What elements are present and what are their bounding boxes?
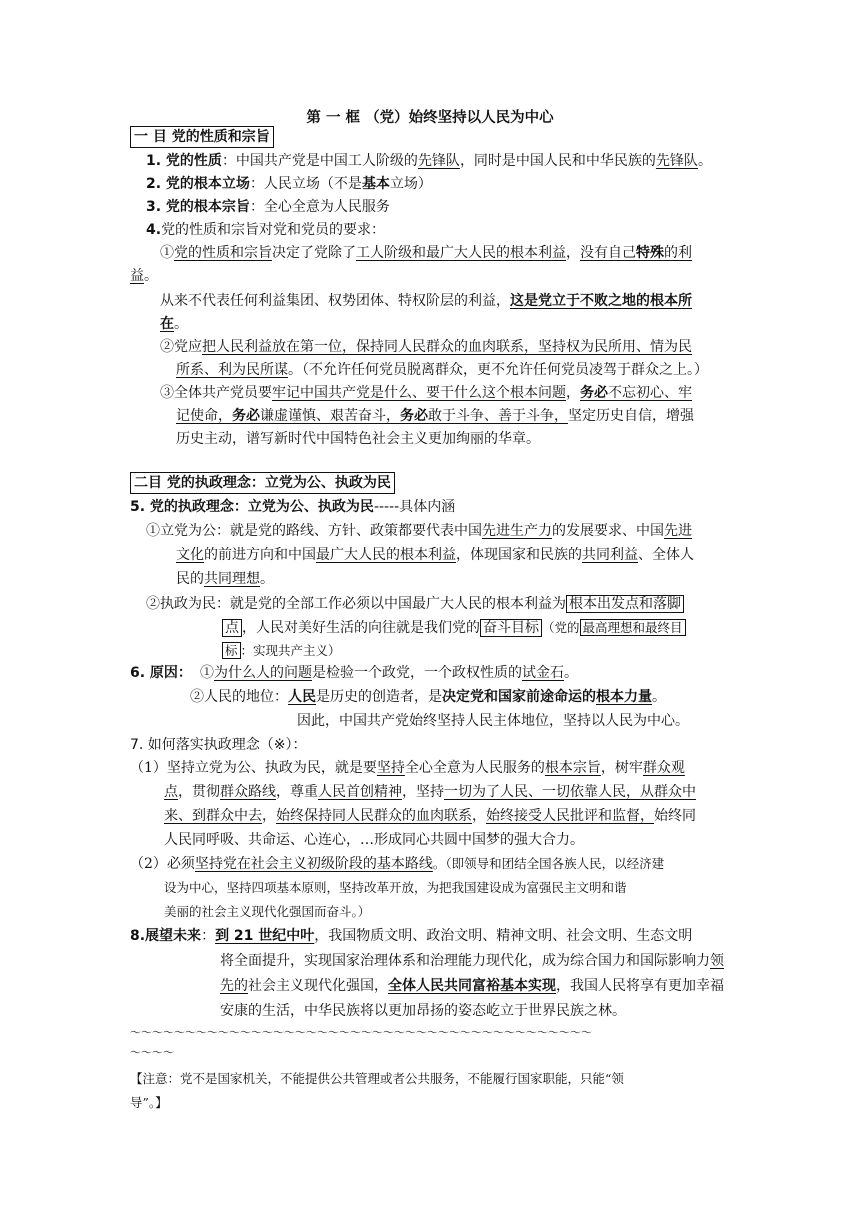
text: 根本力量 — [596, 689, 652, 705]
text: ： — [201, 928, 216, 944]
text: ，我国物质文明、政治文明、精神文明、社会文明、生态文明 — [314, 928, 693, 944]
text: 立场） — [389, 176, 432, 192]
point-4-label: 4. — [146, 222, 162, 238]
text: 始终接受人民批评和监督， — [486, 808, 654, 824]
point-8-label: 8.展望未来 — [130, 928, 202, 944]
text: 益 — [130, 268, 144, 284]
text: ，人民对美好生活的向往就是我们党的 — [242, 620, 480, 636]
implement-2 — [130, 853, 664, 875]
text: 。 — [564, 665, 578, 681]
text: 社会主义现代化强国， — [248, 978, 388, 994]
text: ：人民立场（不是 — [249, 176, 362, 192]
text: 。（不允许任何党员脱离群众，更不允许任何党员凌驾于群众之上。） — [288, 362, 708, 378]
point-4 — [146, 219, 385, 241]
point-3-label: 3. 党的根本宗旨 — [146, 199, 250, 215]
point-7 — [130, 734, 307, 756]
text: 特殊 — [636, 245, 664, 261]
implement-2-cont-1: 设为中心，坚持四项基本原则，坚持改革开放，为把我国建设成为富强民主文明和谐 — [164, 880, 627, 895]
concept-b — [146, 593, 684, 615]
text: 根本宗旨 — [544, 760, 601, 776]
text: 坚持 — [376, 760, 405, 776]
text: 到 21 世纪中叶 — [215, 928, 315, 944]
text: 没有自己 — [580, 245, 636, 261]
text: 从来不代表任何利益集团、权势团体、特权阶层的利益， — [160, 293, 510, 309]
text: （2）必须 — [130, 856, 195, 872]
text: 先的 — [220, 978, 248, 994]
point-6-label: 6. 原因： — [130, 665, 192, 681]
text: 、全体人 — [638, 547, 694, 563]
text: ：中国共产党是中国工人阶级的 — [221, 153, 418, 169]
text: ：全心全意为人民服务 — [249, 199, 390, 215]
section-heading-1: 一 目 党的性质和宗旨 — [130, 126, 274, 148]
text: 。 — [697, 153, 712, 169]
concept-a — [146, 520, 692, 542]
text: 务必 — [232, 408, 260, 424]
text: 先锋队 — [417, 153, 460, 169]
text: 。 — [260, 571, 274, 587]
text: ① — [160, 245, 174, 261]
text: 试金石 — [522, 665, 564, 681]
text: 。（即领导和团结全国各族人民，以经济建 — [432, 856, 665, 871]
text: 在 — [160, 316, 174, 332]
text: 最广大人民的根本利益 — [316, 547, 456, 563]
text: 文化 — [176, 547, 204, 563]
text: 把人民利益放在第一位，保持同人民群众的血肉联系，坚持权为民所用、情为民 — [202, 339, 692, 355]
text: 党的性质和宗旨对党和党员的要求： — [161, 222, 386, 238]
text: 将全面提升，实现国家治理体系和治理能力现代化，成为综合国力和国际影响力 — [220, 953, 710, 969]
text: 共同利益 — [582, 547, 638, 563]
page-title: 第 一 框 （党）始终坚持以人民为中心 — [306, 110, 554, 126]
note-line-2: 导”。】 — [130, 1095, 168, 1110]
text: 坚定历史自信，增强 — [568, 408, 694, 424]
requirement-2 — [160, 336, 692, 358]
concept-a-cont-1 — [176, 544, 694, 566]
text: 全心全意为人民服务的 — [404, 760, 545, 776]
requirement-3-cont-2 — [176, 428, 540, 450]
text: 先进 — [664, 523, 692, 539]
text: ， — [566, 385, 580, 401]
text: ，体现国家和民族的 — [456, 547, 582, 563]
text: ， — [262, 808, 276, 824]
boxed-term: 最高理想和最终目 — [580, 619, 686, 636]
text: ，同时是中国人民和中华民族的 — [459, 153, 656, 169]
implement-1 — [130, 757, 685, 779]
boxed-term: 奋斗目标 — [480, 619, 542, 637]
text: ，树牢 — [600, 760, 643, 776]
requirement-3-cont-1 — [176, 405, 694, 427]
requirement-2-cont — [176, 359, 708, 381]
text: ， — [566, 245, 580, 261]
text: 领 — [710, 953, 724, 969]
text: 点 — [164, 784, 178, 800]
text: 的前进方向和中国 — [204, 547, 316, 563]
point-1 — [146, 150, 712, 172]
requirement-3 — [160, 382, 692, 404]
text: 来、到群众中去 — [164, 808, 262, 824]
text: 所系、利为民所谋 — [176, 362, 288, 378]
text: ，我国人民将享有更加幸福 — [556, 978, 724, 994]
text: 工人阶级和最广大人民的根本利益 — [356, 245, 566, 261]
text: 群众观 — [642, 760, 685, 776]
text: 是历史的创造者，是 — [316, 689, 442, 705]
text: 历史主动，谱写新时代中国特色社会主义更加绚丽的华章。 — [176, 431, 540, 447]
text: 的发展要求、中国 — [552, 523, 664, 539]
text: 群众路线 — [220, 784, 276, 800]
text: 一切为了人民、一切依靠人民，从群众中 — [444, 784, 696, 800]
boxed-term: 标 — [222, 642, 241, 659]
concept-b-cont-2 — [222, 640, 341, 662]
point-2 — [146, 173, 432, 195]
text: ②党应 — [160, 339, 202, 355]
text: ，坚持 — [402, 784, 444, 800]
text: ：实现共产主义） — [240, 643, 341, 658]
point-6 — [130, 662, 192, 684]
text: ②人民的地位： — [190, 689, 288, 705]
point-3 — [146, 196, 390, 218]
text: 坚持党在社会主义初级阶段的基本路线 — [194, 856, 433, 872]
boxed-term: 点 — [222, 619, 242, 637]
text: -----具体内涵 — [373, 499, 456, 515]
text: 全体人民共同富裕基本实现 — [388, 978, 556, 994]
requirement-1b — [160, 290, 692, 312]
implement-1-cont-3: 人民同呼吸、共命运、心连心，…形成同心共圆中国梦的强大合力。 — [164, 832, 584, 848]
point-8-cont-3: 安康的生活，中华民族将以更加昂扬的姿态屹立于世界民族之林。 — [220, 1003, 626, 1019]
text: 不忘初心、牢 — [608, 385, 692, 401]
text: ，尊重 — [276, 784, 318, 800]
section-heading-2: 二目 党的执政理念：立党为公、执政为民 — [130, 472, 395, 494]
text: 。 — [174, 316, 188, 332]
concept-a-cont-2 — [176, 568, 274, 590]
reason-2 — [190, 686, 666, 708]
text: ②执政为民：就是党的全部工作必须以中国最广大人民的根本利益为 — [146, 596, 566, 612]
point-8 — [130, 925, 692, 947]
implement-1-cont-1 — [164, 781, 696, 803]
requirement-1b-cont — [160, 313, 188, 335]
point-7-label: 7. 如何落实执政理念（※）： — [130, 737, 307, 753]
text: 是检验一个政党，一个政权性质的 — [312, 665, 522, 681]
text: ， — [472, 808, 486, 824]
point-1-label: 1. 党的性质 — [146, 153, 222, 169]
text: ① — [200, 665, 214, 681]
text: 始终保持同人民群众的血肉联系 — [276, 808, 472, 824]
text: 谦虚谨慎、艰苦奋斗， — [260, 408, 400, 424]
boxed-term: 根本出发点和落脚 — [566, 595, 684, 613]
point-5 — [130, 496, 455, 518]
text: 基本 — [361, 176, 390, 192]
text: 先锋队 — [655, 153, 698, 169]
tilde-divider-2: ～～～～ — [130, 1046, 174, 1059]
text: 的利 — [664, 245, 692, 261]
text: 人民 — [288, 689, 316, 705]
text: （1）坚持立党为公、执政为民，就是要 — [130, 760, 377, 776]
text: 党的性质和宗旨 — [174, 245, 272, 261]
point-2-label: 2. 党的根本立场 — [146, 176, 250, 192]
text: ①立党为公：就是党的路线、方针、政策都要代表中国 — [146, 523, 482, 539]
text: ③全体共产党员要 — [160, 385, 272, 401]
text: 人民首创精神 — [318, 784, 402, 800]
text: 牢记中国共产党是什么、要干什么这个根本问题 — [272, 385, 566, 401]
text: 。 — [652, 689, 666, 705]
text: 共同理想 — [204, 571, 260, 587]
text: 务必 — [580, 385, 608, 401]
text: ，贯彻 — [178, 784, 220, 800]
point-5-label: 5. 党的执政理念：立党为公、执政为民 — [130, 499, 374, 515]
text: 先进生产力 — [482, 523, 552, 539]
implement-2-cont-2: 美丽的社会主义现代化强国而奋斗。） — [164, 904, 371, 919]
text: 决定党和国家前途命运的 — [442, 689, 596, 705]
text: 为什么人的问题 — [214, 665, 312, 681]
text: 敢于斗争、善于斗争， — [428, 408, 568, 424]
concept-b-cont-1 — [222, 617, 686, 639]
text: 。 — [144, 268, 158, 284]
text: 这是党立于不败之地的根本所 — [510, 293, 692, 309]
reason-1 — [200, 662, 578, 684]
text: 始终同 — [654, 808, 696, 824]
text: 务必 — [400, 408, 428, 424]
text: 决定了党除了 — [272, 245, 356, 261]
tilde-divider-1: ～～～～～～～～～～～～～～～～～～～～～～～～～～～～～～～～～～～～～～～～～～ — [130, 1026, 592, 1039]
text: 民的 — [176, 571, 204, 587]
point-8-cont-1 — [220, 950, 724, 972]
point-8-cont-2 — [220, 975, 724, 997]
implement-1-cont-2 — [164, 805, 696, 827]
text: 记使命， — [176, 408, 232, 424]
requirement-1-cont — [130, 265, 158, 287]
requirement-1 — [160, 242, 692, 264]
reason-conclusion: 因此，中国共产党始终坚持人民主体地位，坚持以人民为中心。 — [297, 713, 689, 729]
text: （党的 — [542, 620, 580, 635]
note-line-1: 【注意：党不是国家机关，不能提供公共管理或者公共服务，不能履行国家职能，只能“领 — [130, 1071, 624, 1086]
